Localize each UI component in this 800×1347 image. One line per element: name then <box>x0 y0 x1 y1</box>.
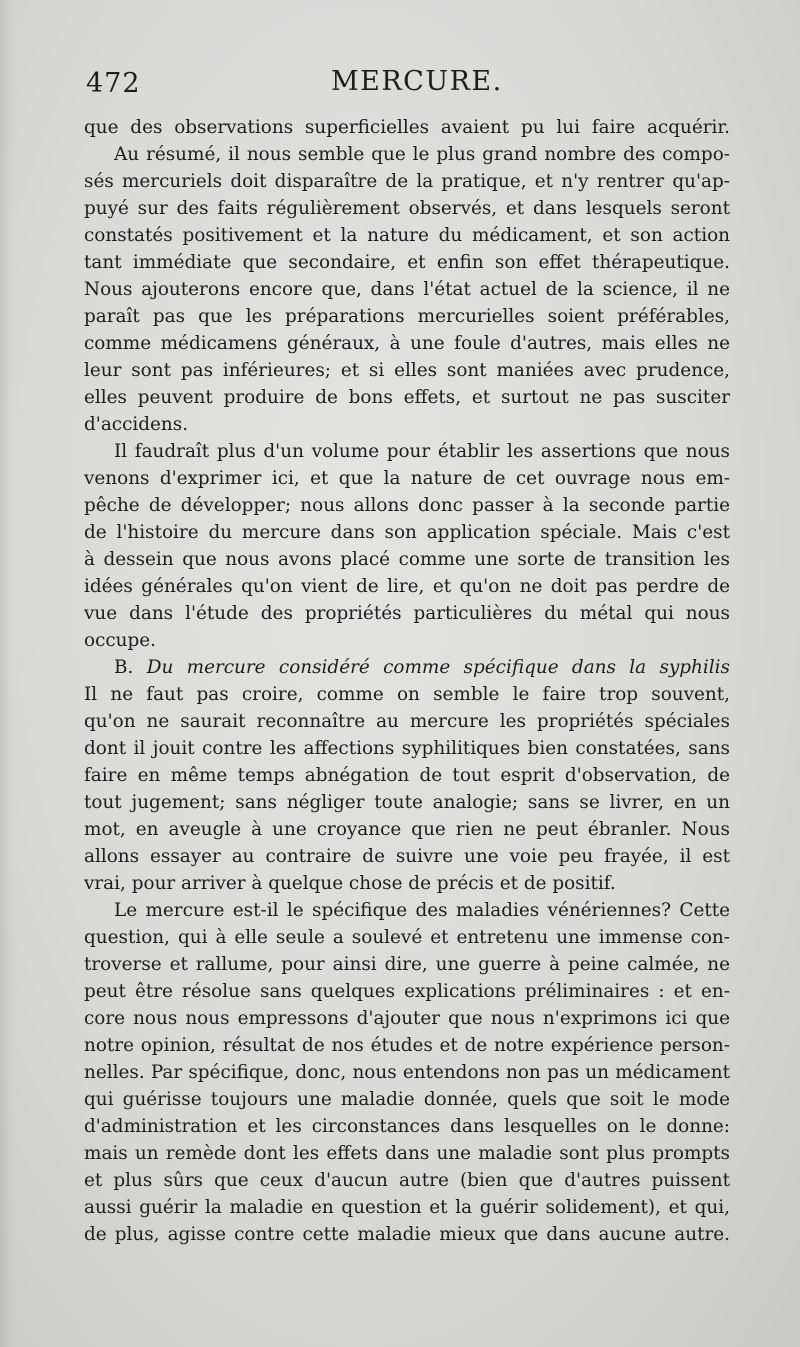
page-header <box>86 62 730 102</box>
running-title: MERCURE. <box>331 66 503 97</box>
page-fold-shadow <box>0 0 14 1347</box>
text-line: qu'on ne saurait reconnaître au mercure les propriétés spéciales <box>84 711 730 732</box>
text-line: qui guérisse toujours une maladie donnée, quels que soit le mode <box>84 1089 730 1110</box>
text-line: faire en même temps abnégation de tout esprit d'observation, de <box>84 765 730 786</box>
text-line: Il ne faut pas croire, comme on semble le faire trop souvent, <box>84 684 730 705</box>
text-line: tout jugement; sans négliger toute analogie; sans se livrer, en un <box>84 792 730 813</box>
text-line: core nous nous empressons d'ajouter que nous n'exprimons ici que <box>84 1008 730 1029</box>
text-line: nelles. Par spécifique, donc, nous entendons non pas un médicament <box>84 1062 730 1083</box>
page-body <box>84 114 730 1248</box>
text-line: mais un remède dont les effets dans une maladie sont plus prompts <box>84 1143 730 1164</box>
page-number: 472 <box>86 68 141 99</box>
text-line: notre opinion, résultat de nos études et de notre expérience person- <box>84 1035 730 1056</box>
text-line: question, qui à elle seule a soulevé et entretenu une immense con- <box>84 927 730 948</box>
text-line: paraît pas que les préparations mercurielles soient préférables, <box>84 306 730 327</box>
text-line: elles peuvent produire de bons effets, et surtout ne pas susciter <box>84 387 730 408</box>
section-heading <box>84 654 730 681</box>
text-line: de l'histoire du mercure dans son application spéciale. Mais c'est <box>84 522 730 543</box>
text-line: de plus, agisse contre cette maladie mieux que dans aucune autre. <box>84 1224 730 1245</box>
text-line: d'administration et les circonstances dans lesquelles on le donne: <box>84 1116 730 1137</box>
text-line: idées générales qu'on vient de lire, et qu'on ne doit pas perdre de <box>84 576 730 597</box>
text-line: et plus sûrs que ceux d'aucun autre (bien que d'autres puissent <box>84 1170 730 1191</box>
text-line: mot, en aveugle à une croyance que rien ne peut ébranler. Nous <box>84 819 730 840</box>
text-line: d'accidens. <box>84 414 189 435</box>
text-line: comme médicamens généraux, à une foule d'autres, mais elles ne <box>84 333 730 354</box>
text-line: allons essayer au contraire de suivre une voie peu frayée, il est <box>84 846 730 867</box>
text-line: venons d'exprimer ici, et que la nature de cet ouvrage nous em- <box>84 468 730 489</box>
text-line: que des observations superficielles avaient pu lui faire acquérir. <box>84 117 730 138</box>
text-line: constatés positivement et la nature du médicament, et son action <box>84 225 730 246</box>
text-line: Nous ajouterons encore que, dans l'état actuel de la science, il ne <box>84 279 730 300</box>
section-heading-title: Du mercure considéré comme spécifique dans la syphilis <box>146 657 730 678</box>
text-line: peut être résolue sans quelques explications préliminaires : et en- <box>84 981 730 1002</box>
section-heading-label: B. <box>114 657 134 678</box>
text-line: puyé sur des faits régulièrement observés, et dans lesquels seront <box>84 198 730 219</box>
text-line: vrai, pour arriver à quelque chose de précis et de positif. <box>84 873 616 894</box>
text-line: troverse et rallume, pour ainsi dire, une guerre à peine calmée, ne <box>84 954 730 975</box>
text-line: pêche de développer; nous allons donc passer à la seconde partie <box>84 495 730 516</box>
text-line: sés mercuriels doit disparaître de la pratique, et n'y rentrer qu'ap- <box>84 171 730 192</box>
text-line: occupe. <box>84 630 157 651</box>
text-line: leur sont pas inférieures; et si elles sont maniées avec prudence, <box>84 360 730 381</box>
text-line: Au résumé, il nous semble que le plus grand nombre des compo- <box>114 144 730 165</box>
text-line: vue dans l'étude des propriétés particulières du métal qui nous <box>84 603 730 624</box>
text-line: Il faudraît plus d'un volume pour établir les assertions que nous <box>114 441 730 462</box>
text-line: dont il jouit contre les affections syphilitiques bien constatées, sans <box>84 738 730 759</box>
text-line: tant immédiate que secondaire, et enfin son effet thérapeutique. <box>84 252 730 273</box>
text-line: Le mercure est-il le spécifique des maladies vénériennes? Cette <box>114 900 730 921</box>
text-line: aussi guérir la maladie en question et la guérir solidement), et qui, <box>84 1197 730 1218</box>
text-line: à dessein que nous avons placé comme une sorte de transition les <box>84 549 730 570</box>
